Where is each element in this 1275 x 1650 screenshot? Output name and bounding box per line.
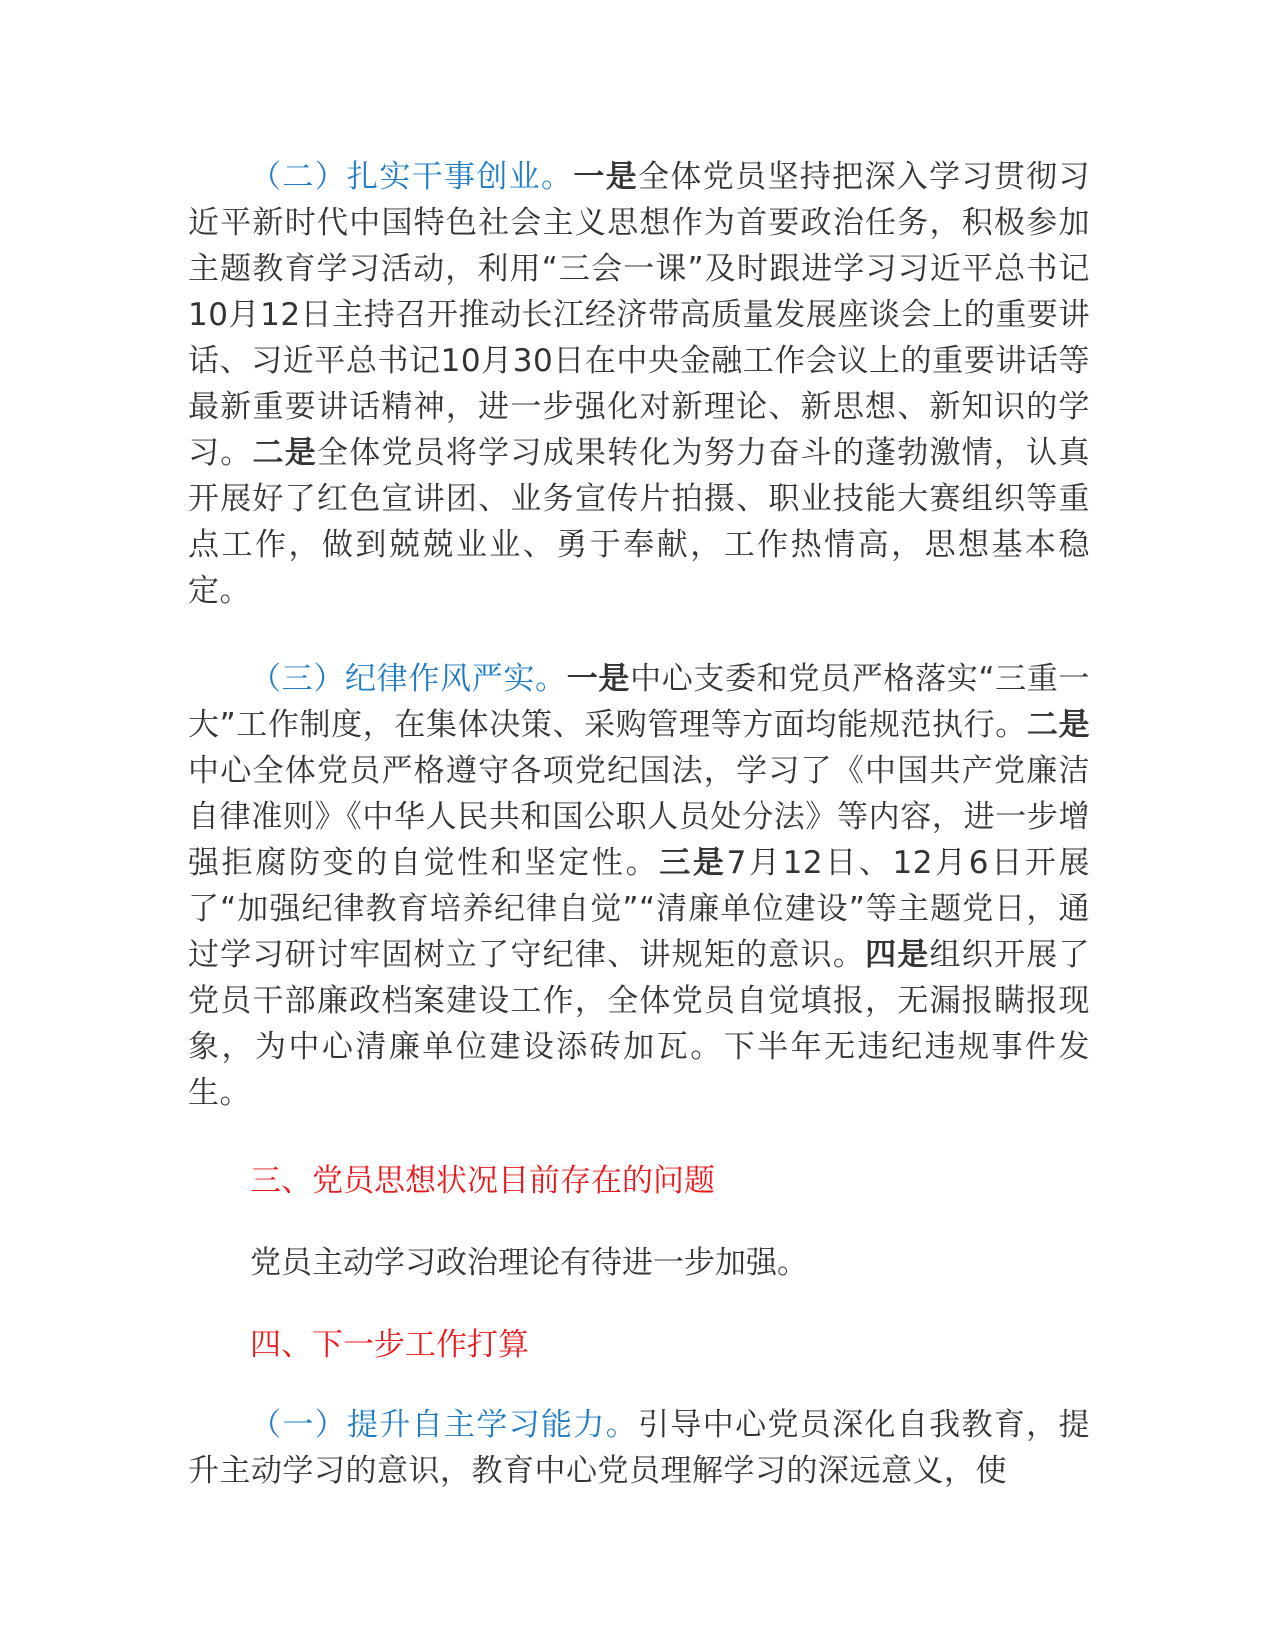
point-two-label: 二是 — [252, 435, 317, 471]
point-one-label: 一是 — [573, 159, 639, 195]
point-one-label: 一是 — [566, 661, 631, 697]
point-one-text: 中心支委和党员严格落实“三重一大”工作制度，在集体决策、采购管理等方面均能规范执行。 — [188, 661, 1091, 743]
subheading-solid-work: （二）扎实干事创业。 — [250, 159, 574, 195]
point-two-text: 全体党员将学习成果转化为努力奋斗的蓬勃激情，认真开展好了红色宣讲团、业务宣传片拍摄、职业技能大赛组织等重点工作，做到兢兢业业、勇于奉献，工作热情高，思想基本稳定。 — [188, 435, 1091, 609]
point-four-text: 组织开展了党员干部廉政档案建设工作，全体党员自觉填报，无漏报瞒报现象，为中心清廉单位建设添砖加瓦。下半年无违纪违规事件发生。 — [188, 937, 1091, 1111]
point-two-label: 二是 — [1026, 707, 1090, 743]
point-two-text: 中心全体党员严格遵守各项党纪国法，学习了《中国共产党廉洁自律准则》《中华人民共和国公职人员处分法》等内容，进一步增强拒腐防变的自觉性和坚定性。 — [188, 753, 1090, 881]
point-one-text: 全体党员坚持把深入学习贯彻习近平新时代中国特色社会主义思想作为首要政治任务，积极参加主题教育学习活动，利用“三会一课”及时跟进学习习近平总书记10月12日主持召开推动长江经济带高质量发展座谈会上的重要讲话、习近平总书记10月30日在中央金融工作会议上的重要讲话等最新重要讲话精神，进一步强化对新理论、新思想、新知识的学习。 — [188, 159, 1091, 471]
section-heading-next-steps: 四、下一步工作打算 — [250, 1327, 529, 1363]
paragraph-solid-work — [188, 154, 1090, 614]
point-three-text: 7月12日、12月6日开展了“加强纪律教育培养纪律自觉”“清廉单位建设”等主题党日，通过学习研讨牢固树立了守纪律、讲规矩的意识。 — [188, 845, 1091, 973]
paragraph-problems: 党员主动学习政治理论有待进一步加强。 — [250, 1245, 808, 1281]
paragraph-discipline — [188, 656, 1090, 1116]
point-three-label: 三是 — [659, 845, 727, 881]
point-four-label: 四是 — [865, 937, 930, 973]
self-learning-text: 引导中心党员深化自我教育，提升主动学习的意识，教育中心党员理解学习的深远意义，使 — [188, 1407, 1091, 1489]
section-heading-problems: 三、党员思想状况目前存在的问题 — [250, 1163, 715, 1199]
subheading-self-learning: （一）提升自主学习能力。 — [250, 1407, 639, 1443]
paragraph-self-learning — [188, 1402, 1090, 1494]
subheading-discipline: （三）纪律作风严实。 — [250, 661, 567, 697]
